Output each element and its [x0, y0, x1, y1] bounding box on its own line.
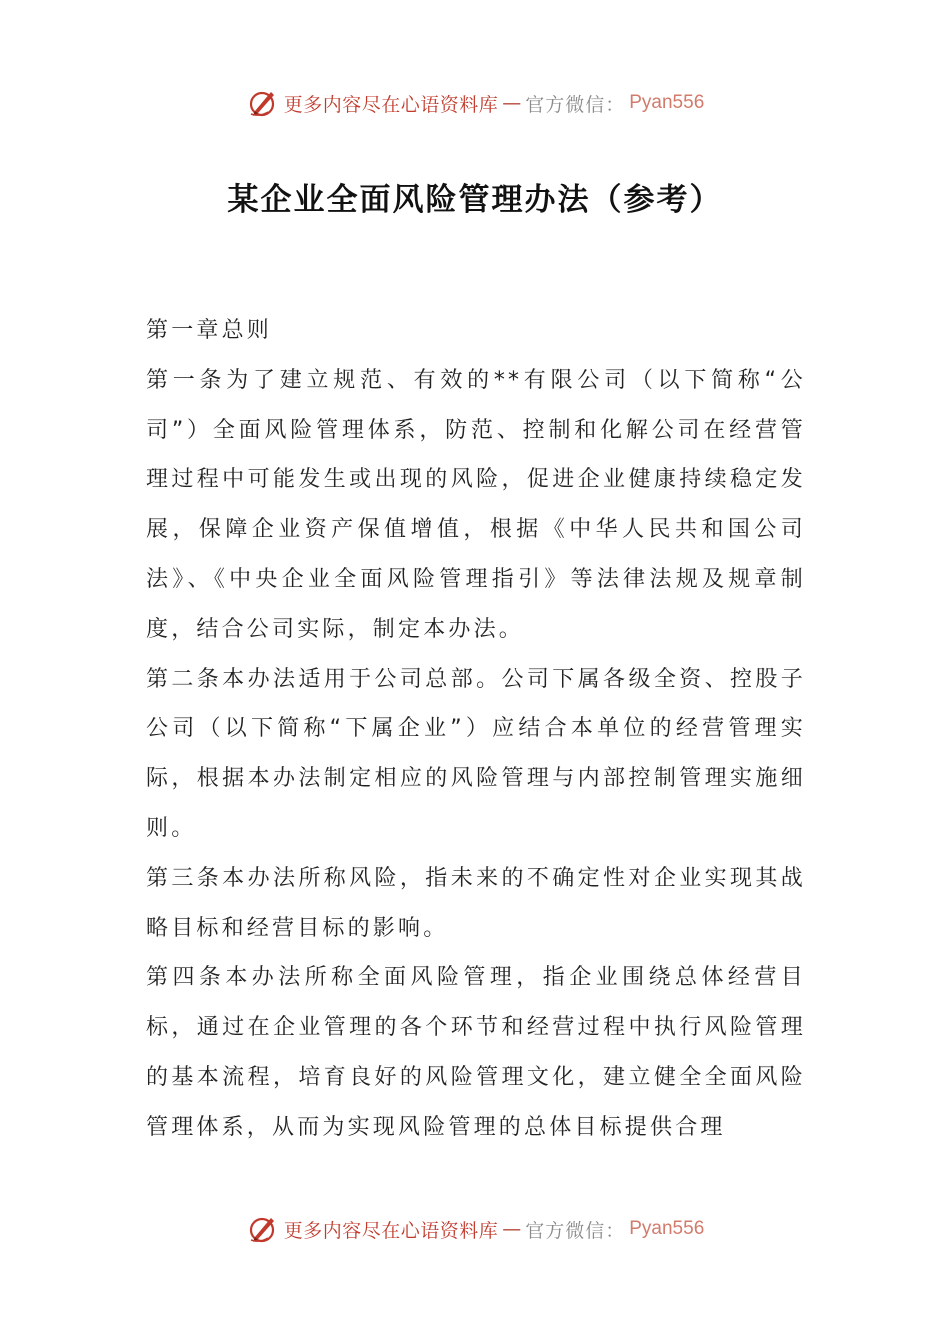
article-1: 第一条为了建立规范、有效的**有限公司（以下简称“公司”）全面风险管理体系，防范、控制和化解公司在经营管理过程中可能发生或出现的风险，促进企业健康持续稳定发展，保障企业资产保值增值，根据《中华人民共和国公司法》、《中央企业全面风险管理指引》等法律法规及规章制度，结合公司实际，制定本办法。	[146, 367, 806, 642]
article-2: 第二条本办法适用于公司总部。公司下属各级全资、控股子公司（以下简称“下属企业”）应结合本单位的经营管理实际，根据本办法制定相应的风险管理与内部控制管理实施细则。	[146, 666, 806, 841]
watermark-main-text: 更多内容尽在心语资料库	[283, 1219, 499, 1242]
watermark-dash: —	[502, 92, 522, 114]
watermark-official-label: 官方微信：	[525, 93, 626, 116]
header-watermark	[0, 86, 950, 120]
watermark-wechat-id: Pyan556	[629, 92, 705, 113]
article-3: 第三条本办法所称风险，指未来的不确定性对企业实现其战略目标和经营目标的影响。	[146, 865, 806, 941]
article-4: 第四条本办法所称全面风险管理，指企业围绕总体经营目标，通过在企业管理的各个环节和经营过程中执行风险管理的基本流程，培育良好的风险管理文化，建立健全全面风险管理体系，从而为实现风险管理的总体目标提供合理	[146, 965, 806, 1140]
pen-circle-logo-icon	[246, 86, 280, 120]
watermark-official-label: 官方微信：	[525, 1219, 626, 1242]
document-title: 某企业全面风险管理办法（参考）	[227, 182, 723, 218]
document-body	[146, 306, 806, 1153]
watermark-main-text: 更多内容尽在心语资料库	[283, 93, 499, 116]
watermark-wechat-id: Pyan556	[629, 1218, 705, 1239]
chapter-heading: 第一章总则	[146, 318, 273, 343]
watermark-dash: —	[502, 1218, 522, 1240]
pen-circle-logo-icon	[246, 1212, 280, 1246]
footer-watermark	[0, 1212, 950, 1246]
